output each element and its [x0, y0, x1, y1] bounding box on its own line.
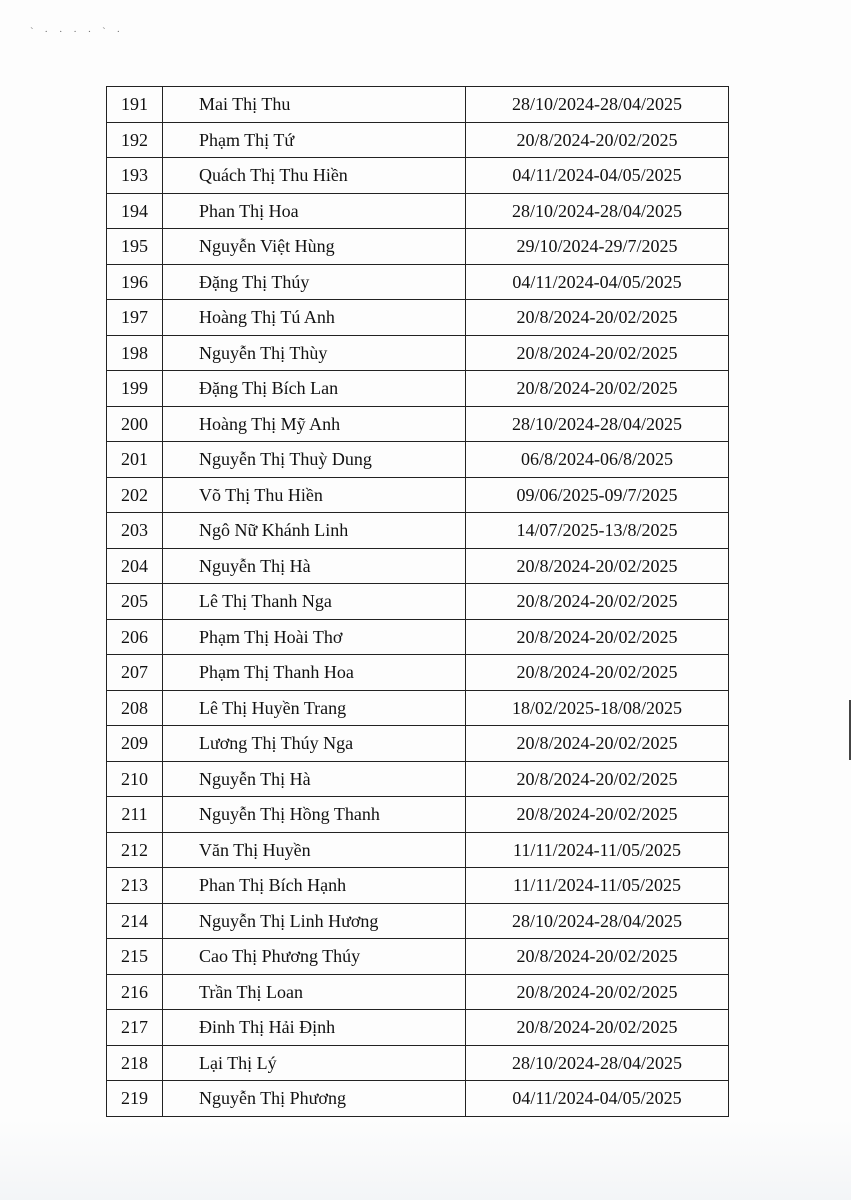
- table-row: [107, 477, 729, 513]
- table-row: [107, 797, 729, 833]
- table-row: [107, 513, 729, 549]
- date-range-cell: 20/8/2024-20/02/2025: [466, 1010, 729, 1046]
- table-row: [107, 1081, 729, 1117]
- row-number-cell: 210: [107, 761, 163, 797]
- row-number-cell: 198: [107, 335, 163, 371]
- date-range-cell: 20/8/2024-20/02/2025: [466, 939, 729, 975]
- table-row: [107, 264, 729, 300]
- date-range-cell: 18/02/2025-18/08/2025: [466, 690, 729, 726]
- roster-table: [106, 86, 729, 1117]
- table-row: [107, 442, 729, 478]
- table-row: [107, 868, 729, 904]
- row-number-cell: 211: [107, 797, 163, 833]
- table-row: [107, 158, 729, 194]
- row-number-cell: 204: [107, 548, 163, 584]
- full-name-cell: Nguyễn Thị Thuỳ Dung: [163, 442, 466, 478]
- table-row: [107, 903, 729, 939]
- full-name-cell: Phạm Thị Thanh Hoa: [163, 655, 466, 691]
- row-number-cell: 217: [107, 1010, 163, 1046]
- full-name-cell: Nguyễn Việt Hùng: [163, 229, 466, 265]
- date-range-cell: 20/8/2024-20/02/2025: [466, 726, 729, 762]
- row-number-cell: 214: [107, 903, 163, 939]
- date-range-cell: 20/8/2024-20/02/2025: [466, 300, 729, 336]
- row-number-cell: 206: [107, 619, 163, 655]
- table-row: [107, 122, 729, 158]
- table-row: [107, 229, 729, 265]
- table-row: [107, 548, 729, 584]
- date-range-cell: 14/07/2025-13/8/2025: [466, 513, 729, 549]
- table-row: [107, 193, 729, 229]
- table-row: [107, 1045, 729, 1081]
- table-row: [107, 335, 729, 371]
- table-row: [107, 761, 729, 797]
- full-name-cell: Cao Thị Phương Thúy: [163, 939, 466, 975]
- full-name-cell: Ngô Nữ Khánh Linh: [163, 513, 466, 549]
- full-name-cell: Hoàng Thị Mỹ Anh: [163, 406, 466, 442]
- table-row: [107, 300, 729, 336]
- row-number-cell: 201: [107, 442, 163, 478]
- full-name-cell: Nguyễn Thị Hồng Thanh: [163, 797, 466, 833]
- full-name-cell: Phan Thị Hoa: [163, 193, 466, 229]
- date-range-cell: 28/10/2024-28/04/2025: [466, 406, 729, 442]
- scan-marks: ` · · · · ` ·: [30, 26, 125, 38]
- full-name-cell: Phạm Thị Hoài Thơ: [163, 619, 466, 655]
- row-number-cell: 193: [107, 158, 163, 194]
- date-range-cell: 20/8/2024-20/02/2025: [466, 335, 729, 371]
- date-range-cell: 20/8/2024-20/02/2025: [466, 974, 729, 1010]
- date-range-cell: 09/06/2025-09/7/2025: [466, 477, 729, 513]
- date-range-cell: 04/11/2024-04/05/2025: [466, 264, 729, 300]
- scan-shadow: [0, 1120, 851, 1200]
- row-number-cell: 219: [107, 1081, 163, 1117]
- row-number-cell: 207: [107, 655, 163, 691]
- full-name-cell: Nguyễn Thị Hà: [163, 548, 466, 584]
- row-number-cell: 202: [107, 477, 163, 513]
- table-row: [107, 87, 729, 123]
- row-number-cell: 212: [107, 832, 163, 868]
- row-number-cell: 194: [107, 193, 163, 229]
- row-number-cell: 203: [107, 513, 163, 549]
- full-name-cell: Lương Thị Thúy Nga: [163, 726, 466, 762]
- row-number-cell: 209: [107, 726, 163, 762]
- date-range-cell: 20/8/2024-20/02/2025: [466, 619, 729, 655]
- table-row: [107, 655, 729, 691]
- date-range-cell: 20/8/2024-20/02/2025: [466, 122, 729, 158]
- full-name-cell: Đặng Thị Thúy: [163, 264, 466, 300]
- full-name-cell: Nguyễn Thị Thùy: [163, 335, 466, 371]
- full-name-cell: Mai Thị Thu: [163, 87, 466, 123]
- full-name-cell: Phan Thị Bích Hạnh: [163, 868, 466, 904]
- row-number-cell: 218: [107, 1045, 163, 1081]
- date-range-cell: 20/8/2024-20/02/2025: [466, 797, 729, 833]
- row-number-cell: 195: [107, 229, 163, 265]
- full-name-cell: Nguyễn Thị Phương: [163, 1081, 466, 1117]
- full-name-cell: Nguyễn Thị Hà: [163, 761, 466, 797]
- date-range-cell: 20/8/2024-20/02/2025: [466, 655, 729, 691]
- full-name-cell: Lê Thị Thanh Nga: [163, 584, 466, 620]
- full-name-cell: Hoàng Thị Tú Anh: [163, 300, 466, 336]
- row-number-cell: 200: [107, 406, 163, 442]
- table-row: [107, 690, 729, 726]
- full-name-cell: Lê Thị Huyền Trang: [163, 690, 466, 726]
- row-number-cell: 215: [107, 939, 163, 975]
- date-range-cell: 20/8/2024-20/02/2025: [466, 548, 729, 584]
- table-row: [107, 726, 729, 762]
- full-name-cell: Võ Thị Thu Hiền: [163, 477, 466, 513]
- date-range-cell: 28/10/2024-28/04/2025: [466, 87, 729, 123]
- full-name-cell: Quách Thị Thu Hiền: [163, 158, 466, 194]
- date-range-cell: 20/8/2024-20/02/2025: [466, 371, 729, 407]
- row-number-cell: 196: [107, 264, 163, 300]
- date-range-cell: 29/10/2024-29/7/2025: [466, 229, 729, 265]
- table-row: [107, 1010, 729, 1046]
- row-number-cell: 213: [107, 868, 163, 904]
- date-range-cell: 28/10/2024-28/04/2025: [466, 903, 729, 939]
- table-row: [107, 619, 729, 655]
- date-range-cell: 28/10/2024-28/04/2025: [466, 1045, 729, 1081]
- date-range-cell: 04/11/2024-04/05/2025: [466, 158, 729, 194]
- full-name-cell: Nguyễn Thị Linh Hương: [163, 903, 466, 939]
- full-name-cell: Văn Thị Huyền: [163, 832, 466, 868]
- roster-table-body: [107, 87, 729, 1117]
- full-name-cell: Đặng Thị Bích Lan: [163, 371, 466, 407]
- full-name-cell: Trần Thị Loan: [163, 974, 466, 1010]
- full-name-cell: Đinh Thị Hải Định: [163, 1010, 466, 1046]
- table-row: [107, 371, 729, 407]
- table-row: [107, 939, 729, 975]
- row-number-cell: 205: [107, 584, 163, 620]
- row-number-cell: 192: [107, 122, 163, 158]
- row-number-cell: 191: [107, 87, 163, 123]
- table-row: [107, 974, 729, 1010]
- row-number-cell: 197: [107, 300, 163, 336]
- row-number-cell: 199: [107, 371, 163, 407]
- date-range-cell: 04/11/2024-04/05/2025: [466, 1081, 729, 1117]
- date-range-cell: 28/10/2024-28/04/2025: [466, 193, 729, 229]
- row-number-cell: 216: [107, 974, 163, 1010]
- full-name-cell: Lại Thị Lý: [163, 1045, 466, 1081]
- table-row: [107, 584, 729, 620]
- date-range-cell: 11/11/2024-11/05/2025: [466, 868, 729, 904]
- row-number-cell: 208: [107, 690, 163, 726]
- table-row: [107, 832, 729, 868]
- date-range-cell: 06/8/2024-06/8/2025: [466, 442, 729, 478]
- full-name-cell: Phạm Thị Tứ: [163, 122, 466, 158]
- date-range-cell: 11/11/2024-11/05/2025: [466, 832, 729, 868]
- table-row: [107, 406, 729, 442]
- date-range-cell: 20/8/2024-20/02/2025: [466, 584, 729, 620]
- date-range-cell: 20/8/2024-20/02/2025: [466, 761, 729, 797]
